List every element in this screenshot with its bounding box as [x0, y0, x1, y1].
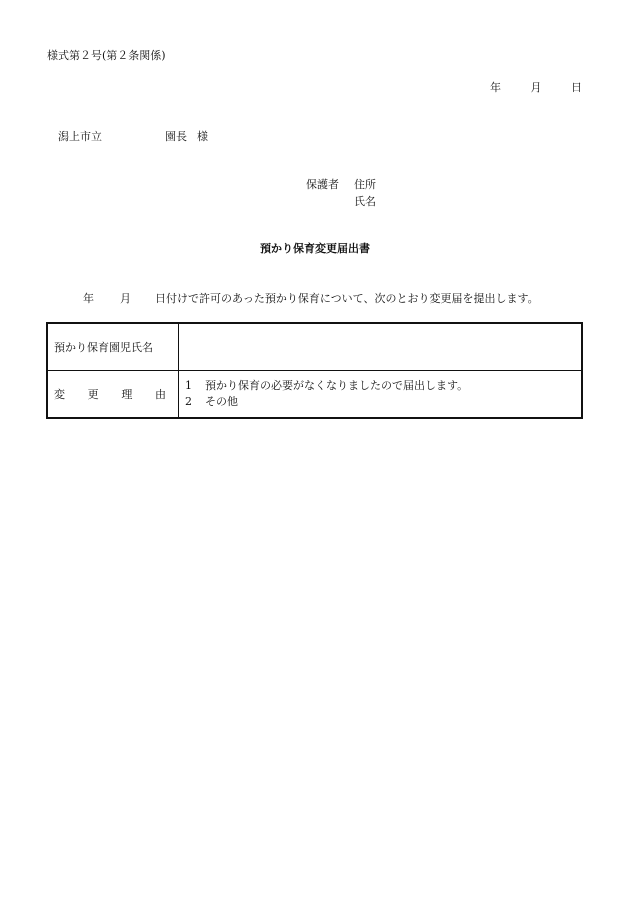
- reason-option-text: その他: [205, 395, 238, 408]
- guardian-name-label: 氏名: [354, 195, 376, 208]
- body-sentence: [83, 293, 539, 304]
- reason-option-number: 1: [185, 379, 192, 392]
- child-name-label: 預かり保育園児氏名: [54, 341, 153, 354]
- date-year-mark: 年: [490, 81, 501, 94]
- reason-option[interactable]: [185, 378, 581, 394]
- guardian-name-row: [306, 196, 376, 213]
- reason-label-char: 由: [154, 388, 166, 401]
- date-day-mark: 日: [571, 81, 582, 94]
- form-table: [46, 322, 583, 419]
- reason-option-text: 預かり保育の必要がなくなりましたので届出します。: [205, 379, 469, 392]
- child-name-input-cell[interactable]: [179, 323, 583, 371]
- table-row-change-reason: [47, 371, 582, 419]
- reason-option-number: 2: [185, 395, 192, 408]
- reason-label-char: 更: [87, 388, 99, 401]
- guardian-label: 保護者: [306, 178, 339, 191]
- change-reason-label: [54, 386, 166, 402]
- reason-label-char: 理: [121, 388, 133, 401]
- change-reason-options-cell: [179, 371, 583, 419]
- body-text: 日付けで許可のあった預かり保育について、次のとおり変更届を提出します。: [155, 292, 539, 305]
- addressee-city-school: 潟上市立: [58, 130, 102, 143]
- addressee-line: [58, 131, 208, 142]
- addressee-principal: 園長: [165, 130, 187, 143]
- change-reason-label-cell: [47, 371, 179, 419]
- body-month-mark: 月: [120, 292, 131, 305]
- guardian-address-label: 住所: [354, 178, 376, 191]
- reason-option[interactable]: [185, 394, 581, 410]
- guardian-address-row: [306, 179, 376, 196]
- reason-list: [179, 378, 581, 410]
- body-year-mark: 年: [83, 292, 94, 305]
- document-title: 預かり保育変更届出書: [260, 242, 370, 255]
- form-number: 様式第２号(第２条関係): [47, 49, 166, 62]
- child-name-label-cell: [47, 323, 179, 371]
- guardian-block: [306, 179, 376, 213]
- table-row-child-name: [47, 323, 582, 371]
- date-line: [0, 82, 582, 93]
- reason-label-char: 変: [54, 388, 65, 401]
- addressee-honorific: 様: [197, 130, 208, 143]
- date-month-mark: 月: [530, 81, 542, 94]
